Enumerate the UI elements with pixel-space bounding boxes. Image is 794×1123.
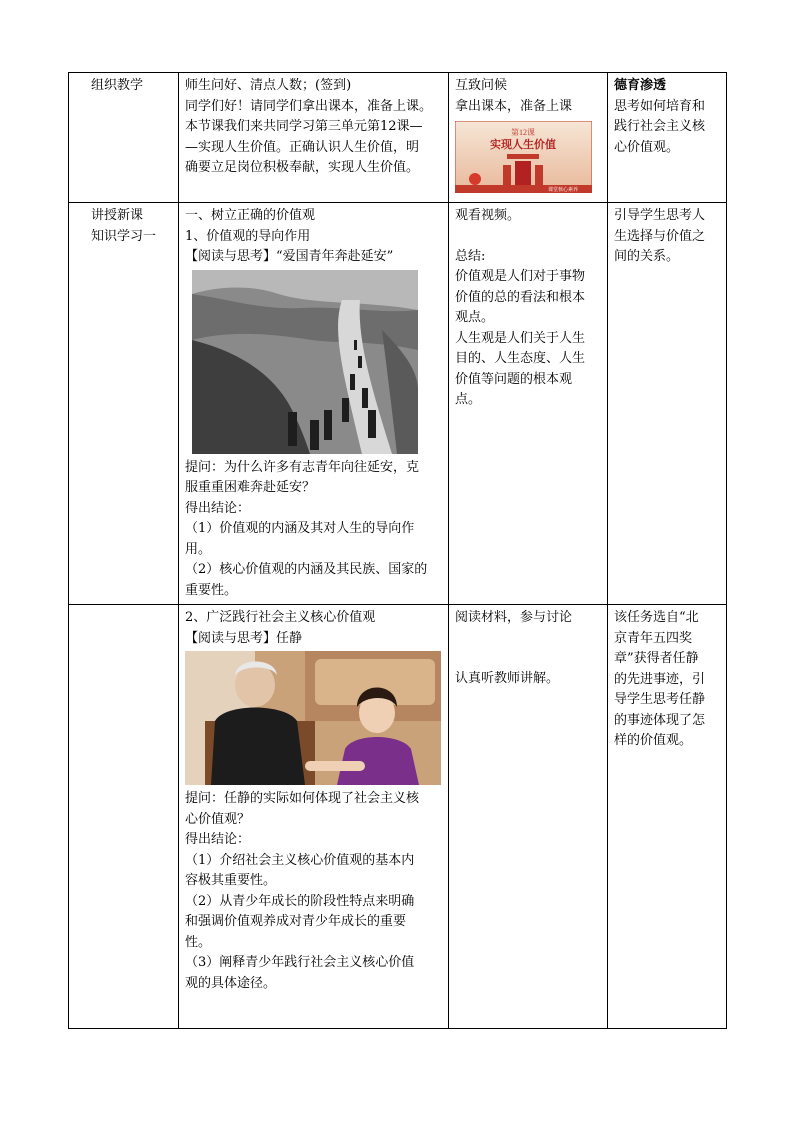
- text-line: 点。: [455, 392, 482, 407]
- text-line: （2）从青少年成长的阶段性特点来明确: [185, 893, 415, 909]
- text-line: 价值的总的看法和根本: [455, 289, 586, 305]
- text-line: 思考如何培育和: [614, 98, 706, 114]
- text-line: （1）价值观的内涵及其对人生的导向作: [185, 521, 415, 536]
- step-cell: [69, 203, 179, 605]
- teacher-cell: [179, 73, 449, 203]
- text-line: 用。: [185, 541, 212, 557]
- text-line: 观的具体途径。: [185, 975, 277, 991]
- text-line: 得出结论：: [185, 832, 251, 847]
- text-line: （1）介绍社会主义核心价值观的基本内: [185, 852, 415, 868]
- text-line: 性。: [185, 934, 212, 950]
- text-line: 确要立足岗位积极奉献，实现人生价值。: [185, 160, 420, 175]
- text-line: 目的、人生态度、人生: [455, 351, 586, 366]
- table-row: [69, 203, 727, 605]
- star-icon: [469, 173, 481, 185]
- text-line: （3）阐释青少年践行社会主义核心价值: [185, 955, 415, 970]
- text-line: 观点。: [455, 310, 495, 325]
- ren-jing-photo: [185, 651, 441, 785]
- text-line: 价值观是人们对于事物: [455, 269, 586, 284]
- step-label: 组织教学: [91, 78, 144, 93]
- spacer: [455, 227, 601, 247]
- table-row: [69, 605, 727, 1029]
- text-line: 样的价值观。: [614, 733, 693, 748]
- text-line: 的事迹体现了怎: [614, 712, 706, 728]
- text-line: 互致问候: [455, 78, 508, 93]
- student-cell: [449, 605, 608, 1029]
- text-line: 提问：任静的实际如何体现了社会主义核: [185, 791, 420, 806]
- text-line: 2、广泛践行社会主义核心价值观: [185, 610, 376, 625]
- text-line: 得出结论：: [185, 500, 251, 516]
- text-line: （2）核心价值观的内涵及其民族、国家的: [185, 562, 428, 577]
- design-cell: [608, 203, 727, 605]
- text-line: 容极其重要性。: [185, 873, 277, 888]
- lesson-plan-table: [68, 72, 727, 1029]
- step-cell: [69, 73, 179, 203]
- text-line: 师生问好、清点人数；(签到): [185, 78, 352, 93]
- slide-title-top: 第12课: [511, 128, 535, 137]
- text-line: 认真听教师讲解。: [455, 670, 560, 686]
- text-line: 生选择与价值之: [614, 228, 706, 244]
- text-line: 心价值观？: [185, 811, 251, 827]
- text-line: 服重重困难奔赴延安？: [185, 480, 316, 495]
- spacer: [455, 649, 601, 669]
- text-line: 一、树立正确的价值观: [185, 208, 316, 223]
- text-line: 该任务选自“北: [614, 610, 699, 625]
- design-cell: [608, 605, 727, 1029]
- step-label: 知识学习一: [91, 228, 157, 244]
- summary-heading: 总结:: [455, 248, 486, 264]
- text-line: 导学生思考任静: [614, 692, 706, 707]
- text-line: 践行社会主义核: [614, 119, 706, 134]
- student-cell: [449, 73, 608, 203]
- teacher-cell: [179, 605, 449, 1029]
- text-line: 京青年五四奖: [614, 630, 693, 646]
- text-line: 章”获得者任静: [614, 651, 699, 666]
- text-line: 和强调价值观养成对青少年成长的重要: [185, 914, 407, 929]
- design-cell: [608, 73, 727, 203]
- text-line: 的先进事迹，引: [614, 671, 706, 687]
- text-line: 同学们好！请同学们拿出课本，准备上课。: [185, 98, 433, 114]
- text-line: 引导学生思考人: [614, 208, 706, 223]
- text-line: 1、价值观的导向作用: [185, 228, 311, 244]
- text-line: 心价值观。: [614, 139, 680, 155]
- table-row: [69, 73, 727, 203]
- text-line: 【阅读与思考】任静: [185, 630, 303, 646]
- student-cell: [449, 203, 608, 605]
- teacher-cell: [179, 203, 449, 605]
- text-line: 【阅读与思考】“爱国青年奔赴延安”: [185, 249, 394, 264]
- yanan-youth-photo: [192, 270, 418, 454]
- text-line: 本节课我们来共同学习第三单元第12课—: [185, 119, 423, 134]
- slide-caption: 课堂核心素养: [547, 187, 579, 193]
- text-line: 观看视频。: [455, 208, 521, 223]
- text-line: 拿出课本，准备上课: [455, 98, 573, 114]
- text-line: 人生观是人们关于人生: [455, 330, 586, 346]
- spacer: [455, 629, 601, 649]
- text-line: 重要性。: [185, 582, 238, 598]
- lesson-slide-thumbnail: [455, 121, 592, 193]
- text-line: —实现人生价值。正确认识人生价值，明: [185, 139, 420, 155]
- text-line: 提问：为什么许多有志青年向往延安，克: [185, 459, 420, 475]
- design-heading: 德育渗透: [614, 78, 667, 93]
- text-line: 价值等问题的根本观: [455, 371, 573, 387]
- step-cell: [69, 605, 179, 1029]
- text-line: 间的关系。: [614, 249, 680, 264]
- slide-title-main: 实现人生价值: [490, 139, 556, 151]
- text-line: 阅读材料，参与讨论: [455, 610, 573, 625]
- step-label: 讲授新课: [91, 208, 144, 223]
